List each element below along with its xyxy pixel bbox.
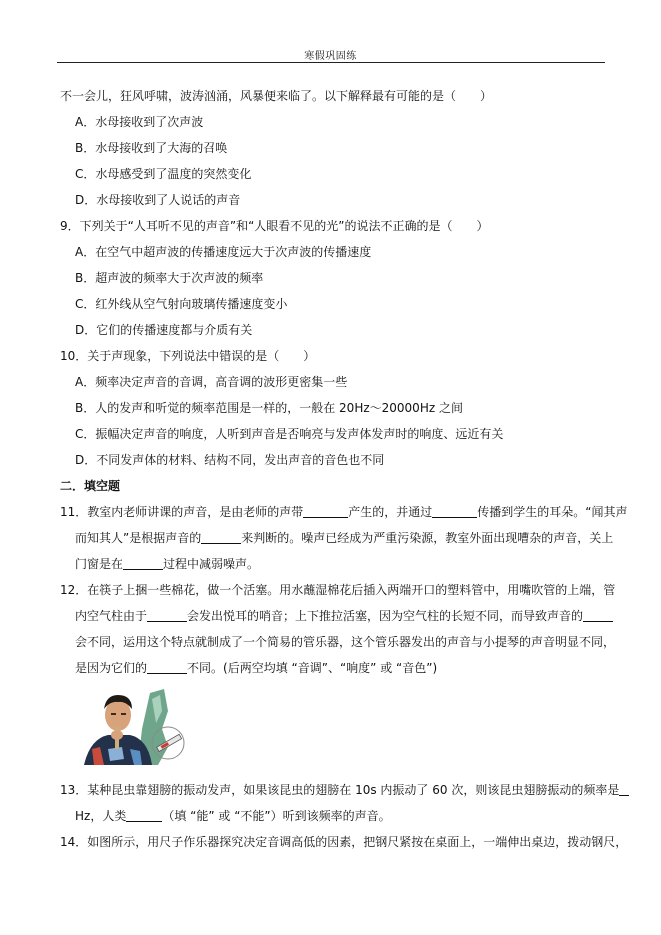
figure-illustration xyxy=(78,689,188,765)
q11-text-5: 来判断的。噪声已经成为严重污染源，教室外面出现嘈杂的声音，关上 xyxy=(241,531,614,545)
q8-option-c: C．水母感受到了温度的突然变化 xyxy=(75,167,252,181)
header-title: 寒假巩固练 xyxy=(304,51,357,62)
section-title-fill-in: 二．填空题 xyxy=(60,479,121,493)
q9-option-d: D．它们的传播速度都与介质有关 xyxy=(75,323,253,337)
q11-line-3 xyxy=(60,551,608,577)
q11-blank-2 xyxy=(432,503,477,518)
q12-line-2 xyxy=(60,603,608,629)
document-body xyxy=(60,83,628,855)
q10-option-c: C．振幅决定声音的响度，人听到声音是否响亮与发声体发声时的响度、远近有关 xyxy=(75,427,504,441)
q11-text-1: 11．教室内老师讲课的声音，是由老师的声带 xyxy=(60,505,304,519)
q11-line-1 xyxy=(60,499,628,525)
q12-text-5: 是因为它们的 xyxy=(75,661,148,675)
q9-option-a: A．在空气中超声波的传播速度远大于次声波的传播速度 xyxy=(75,245,372,259)
q11-blank-1 xyxy=(303,503,348,518)
q8-option-a: A．水母接收到了次声波 xyxy=(75,115,204,129)
q10-option-a: A．频率决定声音的音调，高音调的波形更密集一些 xyxy=(75,375,348,389)
q12-line-1: 12．在筷子上捆一些棉花，做一个活塞。用水蘸湿棉花后插入两端开口的塑料管中，用嘴吹管的上端，管 xyxy=(60,583,616,597)
q13-blank-2 xyxy=(126,807,162,822)
q12-blank-2 xyxy=(583,607,613,622)
q13-text-1: 13．某种昆虫靠翅膀的振动发声，如果该昆虫的翅膀在 10s 内振动了 60 次，则该昆虫翅膀振动的频率是 xyxy=(60,783,620,797)
q12-line-3: 会不同，运用这个特点就制成了一个简易的管乐器，这个管乐器发出的声音与小提琴的声音明显不同， xyxy=(75,635,616,649)
q13-line-2 xyxy=(60,803,608,829)
q8-stem-end: 不一会儿，狂风呼啸，波涛汹涌，风暴便来临了。以下解释最有可能的是（ ） xyxy=(60,89,493,103)
q13-line-1 xyxy=(60,777,620,803)
q9-option-b: B．超声波的频率大于次声波的频率 xyxy=(75,271,264,285)
q14-line-1: 14．如图所示，用尺子作乐器探究决定音调高低的因素，把钢尺紧按在桌面上，一端伸出桌边，拨动钢尺， xyxy=(60,835,628,849)
q10-option-b: B．人的发声和听觉的频率范围是一样的，一般在 20Hz～20000Hz 之间 xyxy=(75,401,463,415)
q11-text-4: 而知其人”是根据声音的 xyxy=(75,531,202,545)
q13-blank-1 xyxy=(619,781,629,796)
q11-text-7: 过程中减弱噪声。 xyxy=(163,557,260,571)
boy-blowing-tube-figure xyxy=(78,689,188,765)
q12-text-2: 内空气柱由于 xyxy=(75,609,148,623)
q12-blank-1 xyxy=(147,607,187,622)
q8-option-d: D．水母接收到了人说话的声音 xyxy=(75,193,241,207)
q11-text-3: 传播到学生的耳朵。“闻其声 xyxy=(477,505,628,519)
q8-option-b: B．水母接收到了大海的召唤 xyxy=(75,141,228,155)
q9-option-c: C．红外线从空气射向玻璃传播速度变小 xyxy=(75,297,288,311)
q12-text-6: 不同。(后两空均填 “音调”、“响度” 或 “音色”) xyxy=(187,661,438,675)
q13-text-2: Hz，人类 xyxy=(75,809,127,823)
q10-option-d: D．不同发声体的材料、结构不同，发出声音的音色也不同 xyxy=(75,453,385,467)
q10-stem: 10．关于声现象，下列说法中错误的是（ ） xyxy=(60,349,316,363)
q11-blank-3 xyxy=(201,529,241,544)
q12-text-3: 会发出悦耳的哨音；上下推拉活塞，因为空气柱的长短不同，而导致声音的 xyxy=(187,609,584,623)
q12-blank-3 xyxy=(147,659,187,674)
q11-blank-4 xyxy=(123,555,163,570)
q12-line-4 xyxy=(60,655,608,681)
q11-text-6: 门窗是在 xyxy=(75,557,124,571)
q11-text-2: 产生的，并通过 xyxy=(348,505,433,519)
q11-line-2 xyxy=(60,525,614,551)
header-rule xyxy=(57,62,605,63)
q13-text-3: （填 “能” 或 “不能”）听到该频率的声音。 xyxy=(162,809,391,823)
q9-stem: 9．下列关于“人耳听不见的声音”和“人眼看不见的光”的说法不正确的是（ ） xyxy=(60,219,489,233)
